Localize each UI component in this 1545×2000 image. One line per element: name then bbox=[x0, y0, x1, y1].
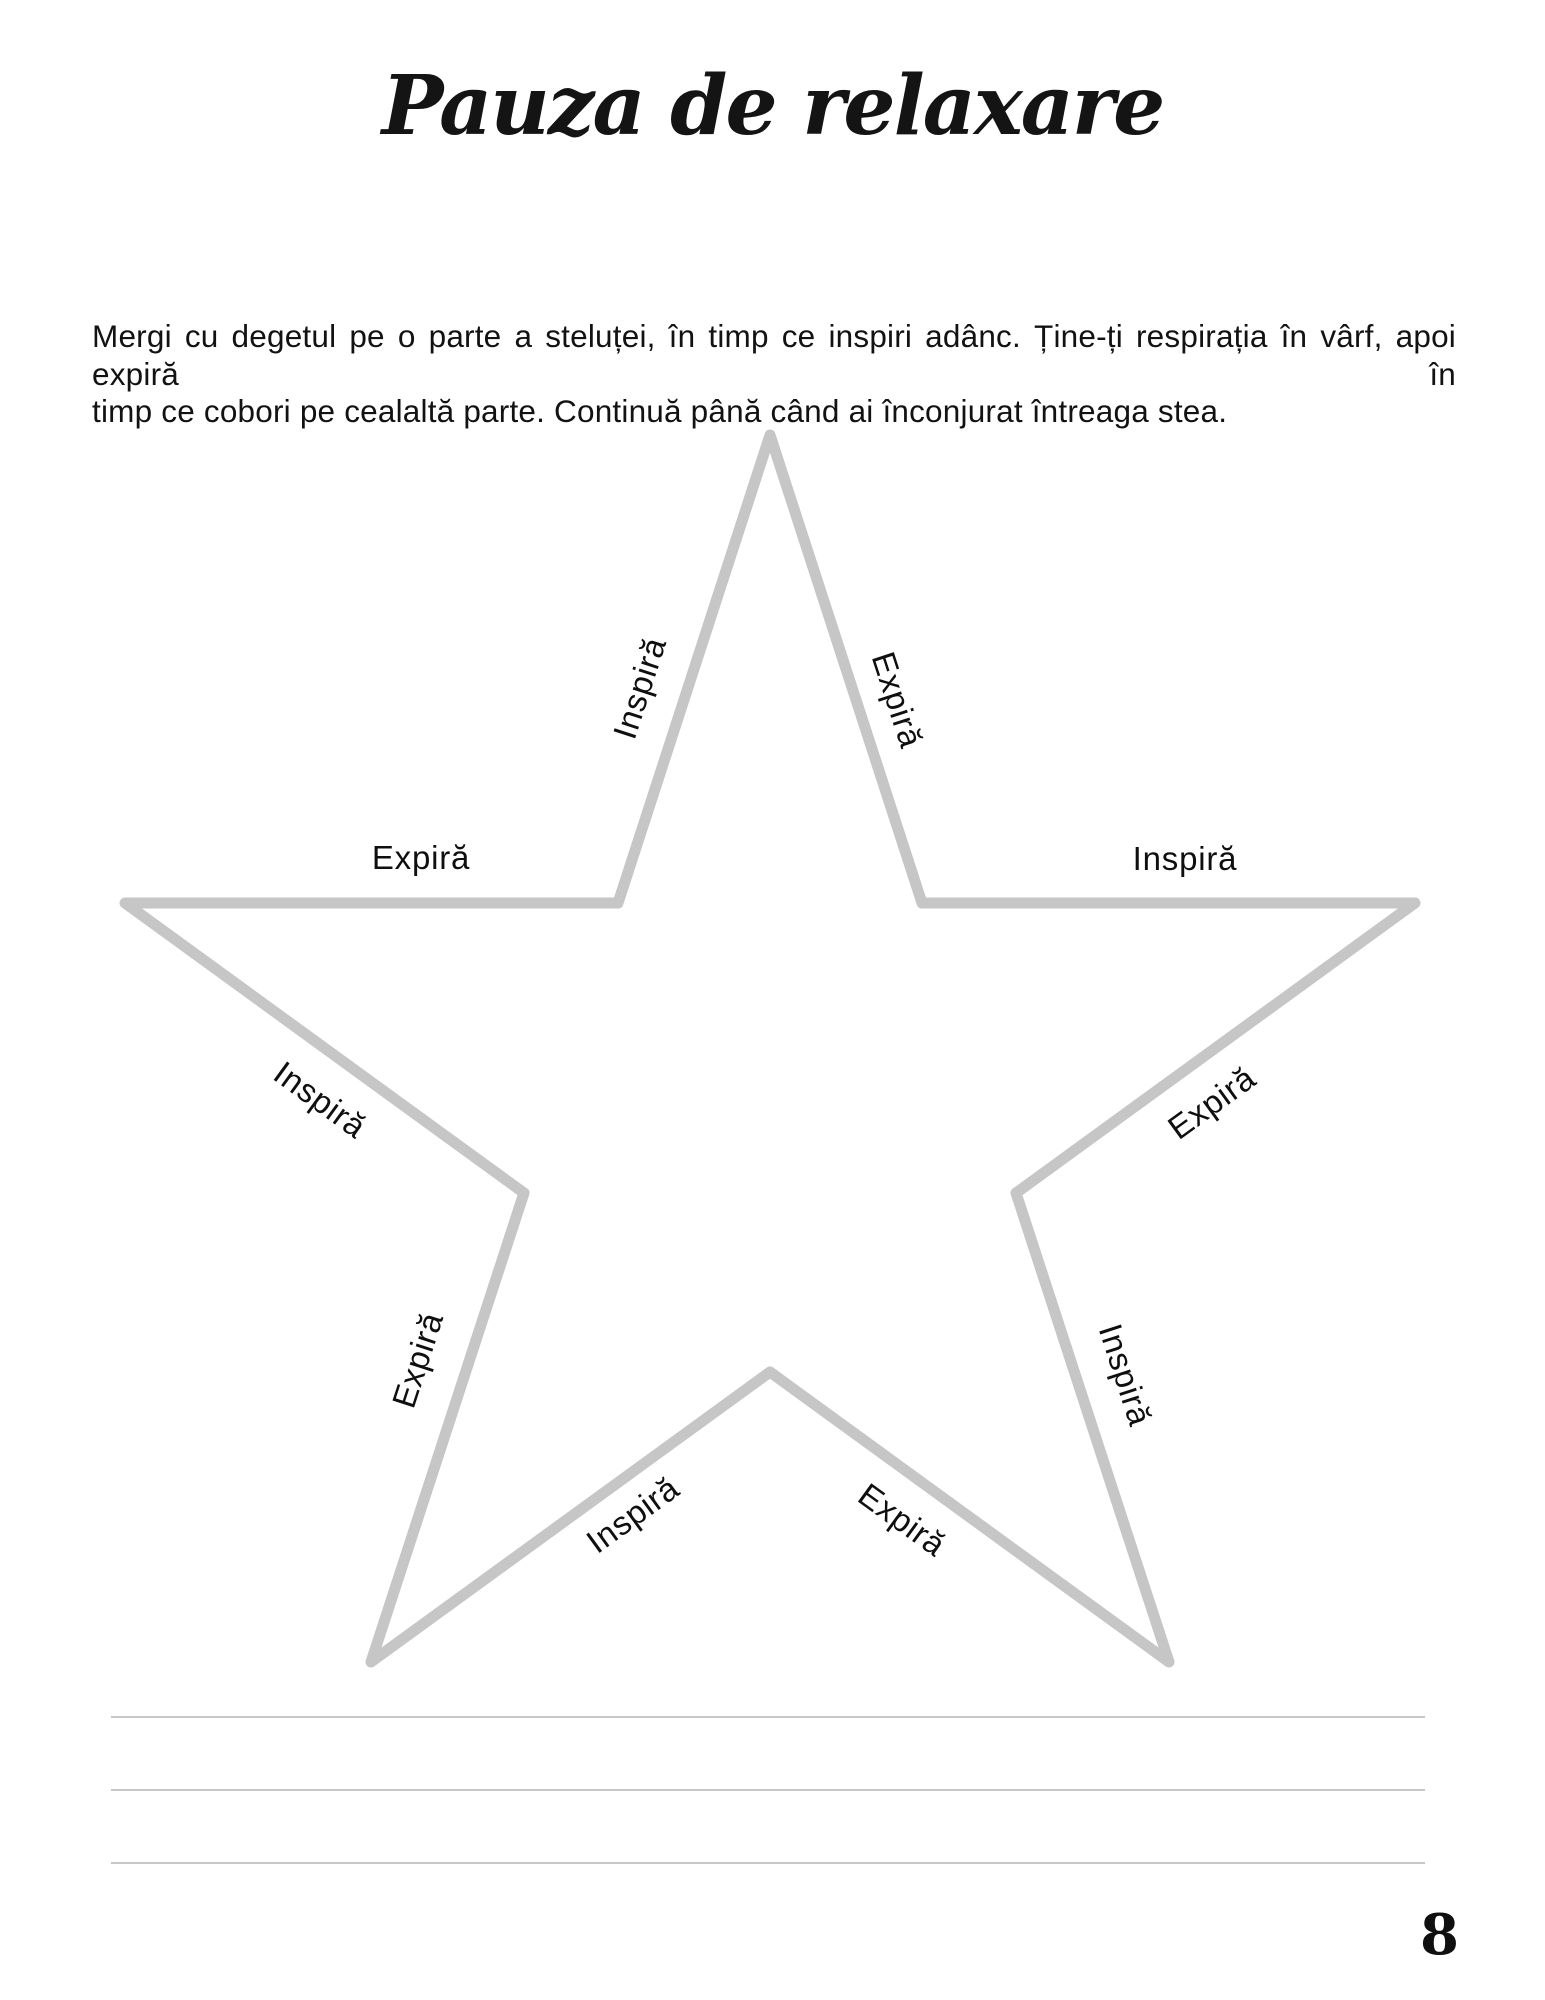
breathing-label-top-right-edge: Expiră bbox=[864, 647, 931, 753]
instructions-line-1: Mergi cu degetul pe o parte a steluței, în timp ce inspiri adânc. Ține-ți respirația în vârf, apoi expiră în bbox=[92, 318, 1456, 392]
writing-line bbox=[111, 1862, 1425, 1864]
breathing-label-right-outer: Inspiră bbox=[1132, 840, 1238, 877]
page-title: Pauza de relaxare bbox=[381, 58, 1164, 154]
breathing-label-lower-left-edge: Expiră bbox=[384, 1307, 451, 1413]
breathing-label-bottom-right-edge: Expiră bbox=[851, 1475, 953, 1564]
breathing-label-upper-right-edge: Expiră bbox=[1161, 1058, 1263, 1147]
breathing-label-top-left-edge: Inspiră bbox=[605, 632, 674, 744]
breathing-label-upper-left-edge: Inspiră bbox=[267, 1053, 374, 1146]
instructions-line-2: timp ce cobori pe cealaltă parte. Continuă până când ai înconjurat întreaga stea. bbox=[92, 393, 1228, 429]
page-number: 8 bbox=[1420, 1902, 1459, 1968]
breathing-label-lower-right-edge: Inspiră bbox=[1091, 1319, 1160, 1431]
star-outline bbox=[125, 435, 1415, 1662]
breathing-label-left-outer: Expiră bbox=[371, 839, 471, 876]
breathing-label-bottom-left-edge: Inspiră bbox=[579, 1468, 686, 1561]
writing-line bbox=[111, 1716, 1425, 1718]
writing-line bbox=[111, 1789, 1425, 1791]
